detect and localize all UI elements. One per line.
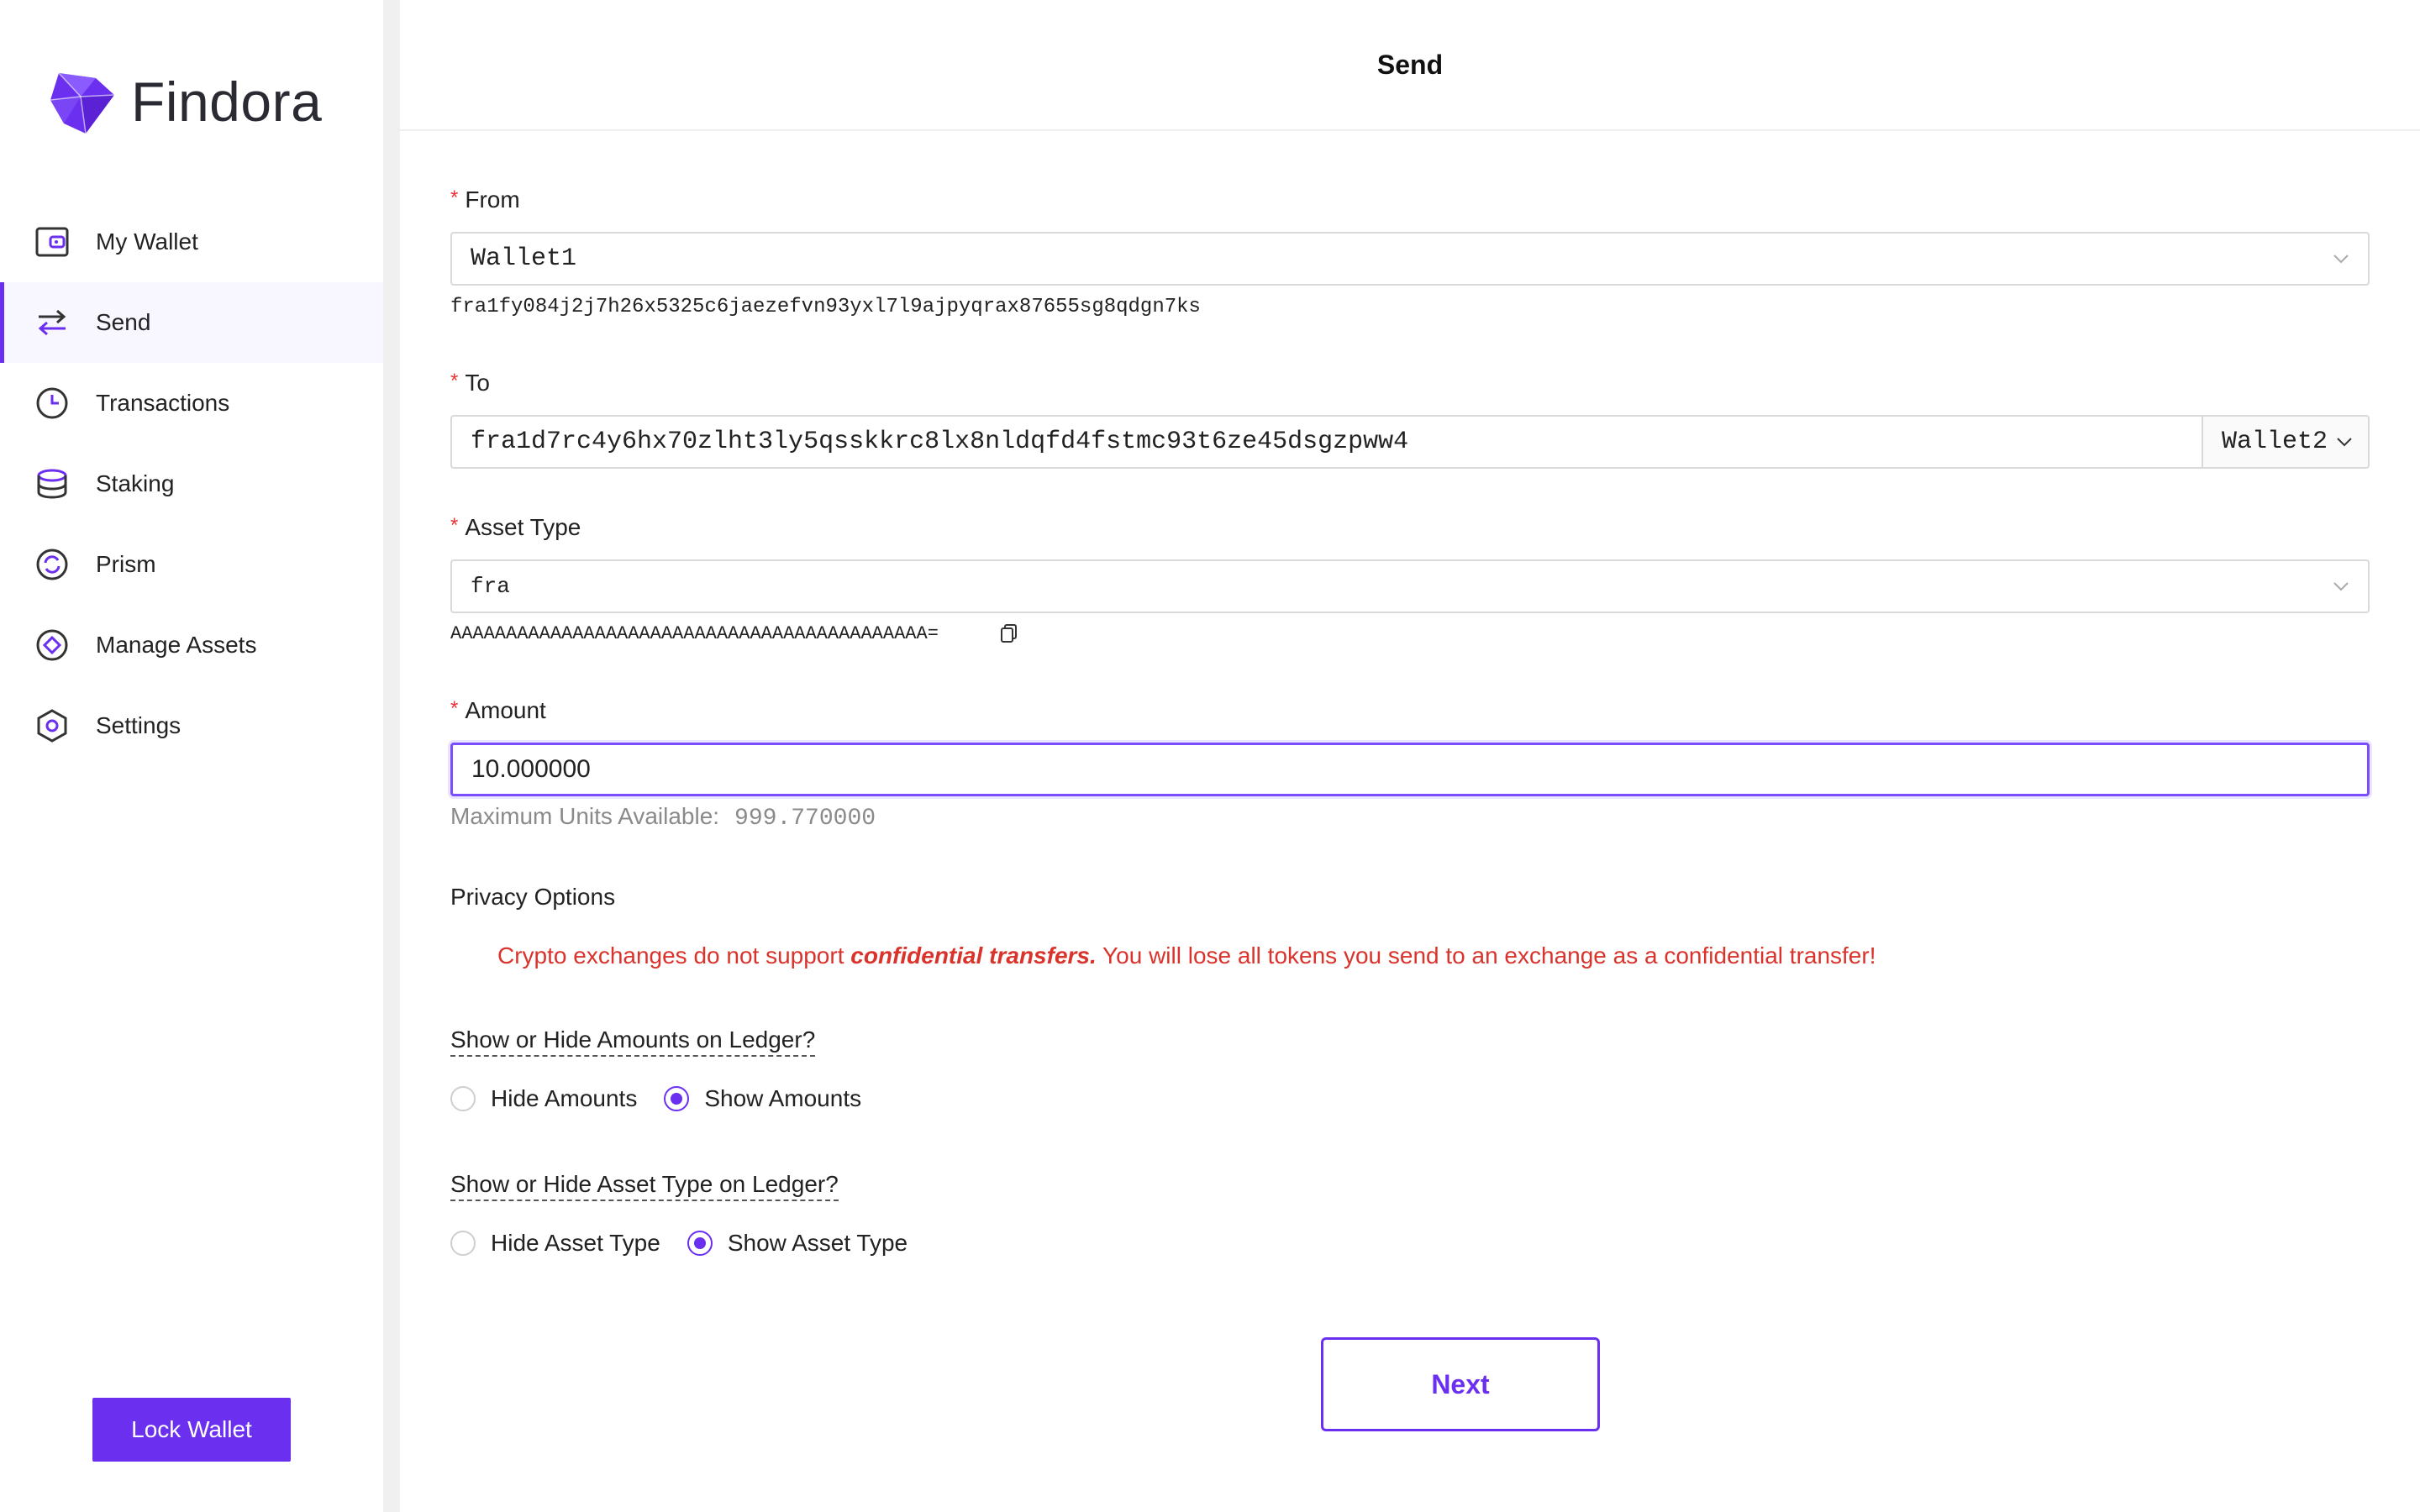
findora-gem-icon [47,66,118,137]
asset-type-ledger-question: Show or Hide Asset Type on Ledger? [450,1171,839,1201]
to-address-value: fra1d7rc4y6hx70zlht3ly5qsskkrc8lx8nldqfd4fstmc93t6ze45dsgzpww4 [471,428,1409,456]
from-label [450,186,520,213]
main-content [400,0,2420,1512]
to-address-input[interactable] [450,415,2203,469]
copy-icon[interactable] [998,622,1020,644]
lock-wallet-button[interactable]: Lock Wallet [92,1398,291,1462]
required-mark: * [450,697,459,720]
to-wallet-value: Wallet2 [2222,428,2328,456]
app-name: Findora [131,71,323,133]
show-asset-type-radio[interactable] [687,1231,713,1256]
amount-input[interactable] [450,743,2370,796]
asset-type-label-text: Asset Type [465,514,581,540]
to-label [450,370,490,396]
sidebar-item-settings[interactable] [0,685,383,766]
asset-type-label [450,514,581,541]
show-amounts-radio[interactable] [664,1086,689,1111]
amount-label [450,697,546,724]
coins-stack-icon [34,465,71,502]
from-label-text: From [465,186,520,213]
max-units-value: 999.770000 [734,806,876,832]
from-address: fra1fy084j2j7h26x5325c6jaezefvn93yxl7l9ajpyqrax87655sg8qdgn7ks [450,296,1201,318]
to-wallet-select[interactable] [2202,415,2370,469]
sidebar-item-label: Manage Assets [96,632,257,658]
refresh-circle-icon [34,546,71,583]
max-units-row [450,803,876,832]
hide-asset-type-radio[interactable] [450,1231,476,1256]
warning-text-emphasis: confidential transfers. [850,942,1097,969]
diamond-circle-icon [34,627,71,664]
show-asset-type-label[interactable]: Show Asset Type [727,1230,908,1256]
sidebar-item-label: Send [96,309,151,335]
clock-icon [34,385,71,422]
sidebar-item-prism[interactable] [0,524,383,605]
sidebar [0,0,383,1512]
asset-type-value: fra [471,574,510,599]
from-select[interactable] [450,232,2370,286]
warning-text-start: Crypto exchanges do not support [497,942,851,969]
sidebar-item-send[interactable] [0,282,383,363]
transfer-arrows-icon [34,304,71,341]
amount-label-text: Amount [465,697,546,723]
sidebar-item-label: Prism [96,551,156,577]
sidebar-item-transactions[interactable] [0,363,383,444]
warning-text-end: You will lose all tokens you send to an exchange as a confidential transfer! [1096,942,1876,969]
privacy-options-title: Privacy Options [450,884,616,910]
show-amounts-label[interactable]: Show Amounts [704,1085,862,1111]
required-mark: * [450,514,459,537]
page-title: Send [1376,49,1444,80]
findora-logo[interactable] [47,64,322,139]
next-button[interactable]: Next [1321,1337,1600,1431]
hide-asset-type-label[interactable]: Hide Asset Type [491,1230,660,1256]
required-mark: * [450,370,459,392]
sidebar-divider [383,0,400,1512]
chevron-down-icon [2331,576,2351,596]
from-select-value: Wallet1 [471,244,577,273]
amounts-radio-group [450,1085,888,1112]
sidebar-item-label: Staking [96,470,175,496]
max-units-label: Maximum Units Available: [450,803,720,829]
to-label-text: To [465,370,490,396]
wallet-icon [34,223,71,260]
required-mark: * [450,186,459,209]
sidebar-item-label: My Wallet [96,228,198,255]
asset-type-select[interactable] [450,559,2370,613]
asset-code: AAAAAAAAAAAAAAAAAAAAAAAAAAAAAAAAAAAAAAAAAAA= [450,623,939,644]
sidebar-nav [0,202,383,766]
sidebar-item-staking[interactable] [0,444,383,524]
confidential-warning [497,942,1876,969]
sidebar-item-label: Settings [96,712,182,738]
page-header [400,0,2420,131]
hexagon-gear-icon [34,707,71,744]
asset-type-radio-group [450,1230,934,1257]
chevron-down-icon [2334,432,2354,452]
amounts-ledger-question: Show or Hide Amounts on Ledger? [450,1026,815,1057]
sidebar-item-label: Transactions [96,390,230,416]
sidebar-item-manage-assets[interactable] [0,605,383,685]
hide-amounts-label[interactable]: Hide Amounts [491,1085,638,1111]
hide-amounts-radio[interactable] [450,1086,476,1111]
chevron-down-icon [2331,249,2351,269]
sidebar-item-my-wallet[interactable] [0,202,383,282]
